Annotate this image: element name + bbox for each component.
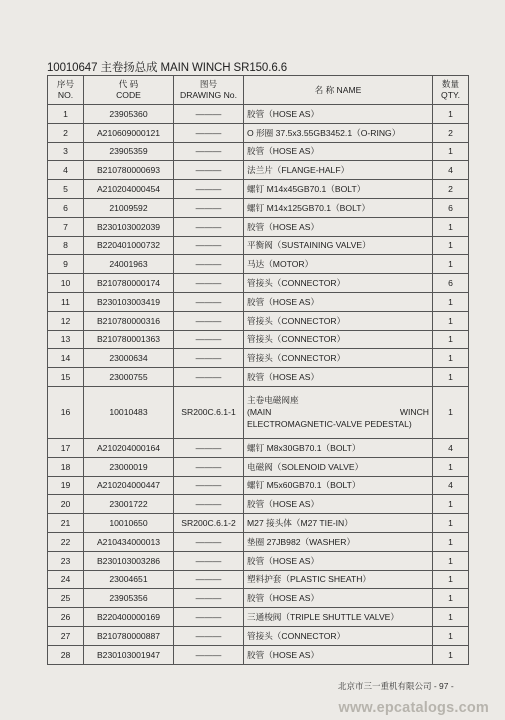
table-body (48, 105, 469, 387)
table-row (48, 626, 469, 645)
cell-no: 8 (48, 236, 84, 255)
cell-drawing: ——— (174, 476, 244, 495)
cell-drawing: ——— (174, 457, 244, 476)
cell-code: A210434000013 (84, 532, 174, 551)
cell-drawing: ——— (174, 105, 244, 124)
cell-no: 18 (48, 457, 84, 476)
cell-code: 23000755 (84, 368, 174, 387)
cell-name: 胶管（HOSE AS） (244, 292, 433, 311)
name-line: (MAIN (247, 407, 272, 418)
watermark: www.epcatalogs.com (338, 700, 489, 716)
table-row (48, 514, 469, 533)
cell-no: 17 (48, 438, 84, 457)
table-row (48, 236, 469, 255)
name-line: WINCH (399, 407, 429, 418)
table-row (48, 608, 469, 627)
cell-name: 胶管（HOSE AS） (244, 142, 433, 161)
cell-drawing: ——— (174, 532, 244, 551)
page-title: 10010647 主卷扬总成 MAIN WINCH SR150.6.6 (47, 62, 288, 74)
table-row (48, 292, 469, 311)
cell-code: 23000019 (84, 457, 174, 476)
cell-code: A210204000454 (84, 180, 174, 199)
cell-drawing: ——— (174, 330, 244, 349)
header-name: 名 称 NAME (244, 76, 433, 105)
cell-no: 28 (48, 645, 84, 664)
cell-code: 10010650 (84, 514, 174, 533)
cell-no: 13 (48, 330, 84, 349)
cell-code: 23905360 (84, 105, 174, 124)
table-row (48, 180, 469, 199)
cell-code: 10010483 (84, 386, 174, 438)
cell-name: 管接头（CONNECTOR） (244, 349, 433, 368)
cell-name: 胶管（HOSE AS） (244, 589, 433, 608)
cell-name: O 形圈 37.5x3.55GB3452.1（O-RING） (244, 123, 433, 142)
cell-qty: 1 (433, 368, 469, 387)
header-drawing: 图号 DRAWING No. (174, 76, 244, 105)
cell-code: 23905359 (84, 142, 174, 161)
table-row (48, 105, 469, 124)
cell-code: 23905356 (84, 589, 174, 608)
cell-no: 23 (48, 551, 84, 570)
cell-drawing: ——— (174, 311, 244, 330)
cell-drawing: ——— (174, 255, 244, 274)
cell-drawing: ——— (174, 608, 244, 627)
cell-no: 14 (48, 349, 84, 368)
header-qty: 数量 QTY. (433, 76, 469, 105)
cell-drawing: SR200C.6.1-2 (174, 514, 244, 533)
cell-drawing: ——— (174, 161, 244, 180)
cell-code: 24001963 (84, 255, 174, 274)
cell-no: 21 (48, 514, 84, 533)
cell-no: 20 (48, 495, 84, 514)
cell-name: 螺钉 M8x30GB70.1（BOLT） (244, 438, 433, 457)
table-row (48, 589, 469, 608)
cell-code: B230103001947 (84, 645, 174, 664)
cell-qty: 1 (433, 386, 469, 438)
table-body-multiline (48, 386, 469, 438)
cell-qty: 6 (433, 198, 469, 217)
cell-code: B210780000316 (84, 311, 174, 330)
cell-name (244, 386, 433, 438)
cell-drawing: ——— (174, 589, 244, 608)
table-row (48, 330, 469, 349)
table-row (48, 161, 469, 180)
cell-name: 电磁阀（SOLENOID VALVE） (244, 457, 433, 476)
cell-drawing: ——— (174, 349, 244, 368)
cell-name: 胶管（HOSE AS） (244, 495, 433, 514)
cell-no: 6 (48, 198, 84, 217)
cell-name: 螺钉 M5x60GB70.1（BOLT） (244, 476, 433, 495)
cell-no: 16 (48, 386, 84, 438)
cell-no: 1 (48, 105, 84, 124)
cell-name: 胶管（HOSE AS） (244, 217, 433, 236)
cell-qty: 1 (433, 645, 469, 664)
table-row (48, 532, 469, 551)
cell-name: 螺钉 M14x45GB70.1（BOLT） (244, 180, 433, 199)
cell-qty: 1 (433, 255, 469, 274)
name-line: 主卷电磁阀座 (247, 395, 299, 406)
name-line: ELECTROMAGNETIC-VALVE PEDESTAL) (247, 419, 412, 430)
cell-drawing: ——— (174, 645, 244, 664)
table-header-row (48, 76, 469, 105)
cell-code: B220400000169 (84, 608, 174, 627)
header-no: 序号 NO. (48, 76, 84, 105)
table-row (48, 476, 469, 495)
table-row (48, 551, 469, 570)
cell-name: 螺钉 M14x125GB70.1（BOLT） (244, 198, 433, 217)
table-row (48, 438, 469, 457)
cell-name: 胶管（HOSE AS） (244, 368, 433, 387)
table-row (48, 645, 469, 664)
cell-no: 26 (48, 608, 84, 627)
cell-name: 胶管（HOSE AS） (244, 645, 433, 664)
cell-name: 胶管（HOSE AS） (244, 551, 433, 570)
cell-qty: 1 (433, 142, 469, 161)
cell-qty: 1 (433, 570, 469, 589)
cell-no: 22 (48, 532, 84, 551)
cell-drawing: ——— (174, 274, 244, 293)
cell-name: 管接头（CONNECTOR） (244, 330, 433, 349)
cell-qty: 2 (433, 123, 469, 142)
header-code: 代 码 CODE (84, 76, 174, 105)
cell-name: 平衡阀（SUSTAINING VALVE） (244, 236, 433, 255)
cell-qty: 1 (433, 457, 469, 476)
table-row (48, 217, 469, 236)
table-row (48, 570, 469, 589)
cell-qty: 1 (433, 217, 469, 236)
cell-qty: 1 (433, 495, 469, 514)
cell-code: 23000634 (84, 349, 174, 368)
cell-code: A210609000121 (84, 123, 174, 142)
cell-no: 15 (48, 368, 84, 387)
cell-qty: 1 (433, 105, 469, 124)
table-row (48, 495, 469, 514)
table-row (48, 368, 469, 387)
parts-table (47, 75, 469, 665)
cell-qty: 4 (433, 438, 469, 457)
cell-no: 12 (48, 311, 84, 330)
cell-qty: 6 (433, 274, 469, 293)
cell-drawing: ——— (174, 626, 244, 645)
cell-qty: 1 (433, 349, 469, 368)
cell-name: 管接头（CONNECTOR） (244, 311, 433, 330)
table-row (48, 198, 469, 217)
table-row (48, 274, 469, 293)
cell-qty: 1 (433, 551, 469, 570)
cell-no: 19 (48, 476, 84, 495)
cell-code: B210780001363 (84, 330, 174, 349)
cell-drawing: ——— (174, 198, 244, 217)
cell-code: B230103003419 (84, 292, 174, 311)
cell-drawing: ——— (174, 495, 244, 514)
cell-qty: 1 (433, 626, 469, 645)
cell-qty: 1 (433, 311, 469, 330)
cell-name: 三通梭阀（TRIPLE SHUTTLE VALVE） (244, 608, 433, 627)
cell-drawing: ——— (174, 570, 244, 589)
cell-drawing: ——— (174, 292, 244, 311)
cell-no: 2 (48, 123, 84, 142)
table-row (48, 123, 469, 142)
cell-qty: 1 (433, 532, 469, 551)
cell-no: 10 (48, 274, 84, 293)
cell-qty: 1 (433, 236, 469, 255)
cell-qty: 2 (433, 180, 469, 199)
cell-drawing: SR200C.6.1-1 (174, 386, 244, 438)
cell-code: B220401000732 (84, 236, 174, 255)
cell-name: 塑料护套（PLASTIC SHEATH） (244, 570, 433, 589)
cell-drawing: ——— (174, 368, 244, 387)
cell-name: 垫圈 27JB982（WASHER） (244, 532, 433, 551)
table-row (48, 349, 469, 368)
cell-name: M27 接头体（M27 TIE-IN） (244, 514, 433, 533)
table-row (48, 311, 469, 330)
table-row (48, 142, 469, 161)
cell-qty: 1 (433, 330, 469, 349)
cell-drawing: ——— (174, 180, 244, 199)
cell-code: B230103003286 (84, 551, 174, 570)
cell-no: 9 (48, 255, 84, 274)
cell-no: 3 (48, 142, 84, 161)
cell-qty: 1 (433, 589, 469, 608)
cell-no: 24 (48, 570, 84, 589)
cell-name: 胶管（HOSE AS） (244, 105, 433, 124)
cell-qty: 4 (433, 161, 469, 180)
table-row (48, 457, 469, 476)
cell-code: B230103002039 (84, 217, 174, 236)
cell-name: 管接头（CONNECTOR） (244, 274, 433, 293)
cell-drawing: ——— (174, 551, 244, 570)
cell-code: B210780000693 (84, 161, 174, 180)
cell-no: 25 (48, 589, 84, 608)
cell-no: 4 (48, 161, 84, 180)
cell-code: 23001722 (84, 495, 174, 514)
page-footer: 北京市三一重机有限公司 - 97 - (338, 681, 454, 691)
cell-code: A210204000164 (84, 438, 174, 457)
cell-qty: 4 (433, 476, 469, 495)
table-row (48, 386, 469, 438)
cell-no: 11 (48, 292, 84, 311)
cell-drawing: ——— (174, 438, 244, 457)
cell-drawing: ——— (174, 142, 244, 161)
cell-drawing: ——— (174, 217, 244, 236)
cell-no: 27 (48, 626, 84, 645)
cell-no: 5 (48, 180, 84, 199)
cell-code: 23004651 (84, 570, 174, 589)
cell-code: 21009592 (84, 198, 174, 217)
cell-qty: 1 (433, 608, 469, 627)
cell-name: 法兰片（FLANGE-HALF） (244, 161, 433, 180)
table-body (48, 438, 469, 664)
cell-drawing: ——— (174, 123, 244, 142)
cell-drawing: ——— (174, 236, 244, 255)
cell-code: B210780000174 (84, 274, 174, 293)
cell-no: 7 (48, 217, 84, 236)
cell-name: 马达（MOTOR） (244, 255, 433, 274)
cell-qty: 1 (433, 292, 469, 311)
cell-qty: 1 (433, 514, 469, 533)
cell-code: A210204000447 (84, 476, 174, 495)
table-row (48, 255, 469, 274)
cell-name: 管接头（CONNECTOR） (244, 626, 433, 645)
cell-code: B210780000887 (84, 626, 174, 645)
